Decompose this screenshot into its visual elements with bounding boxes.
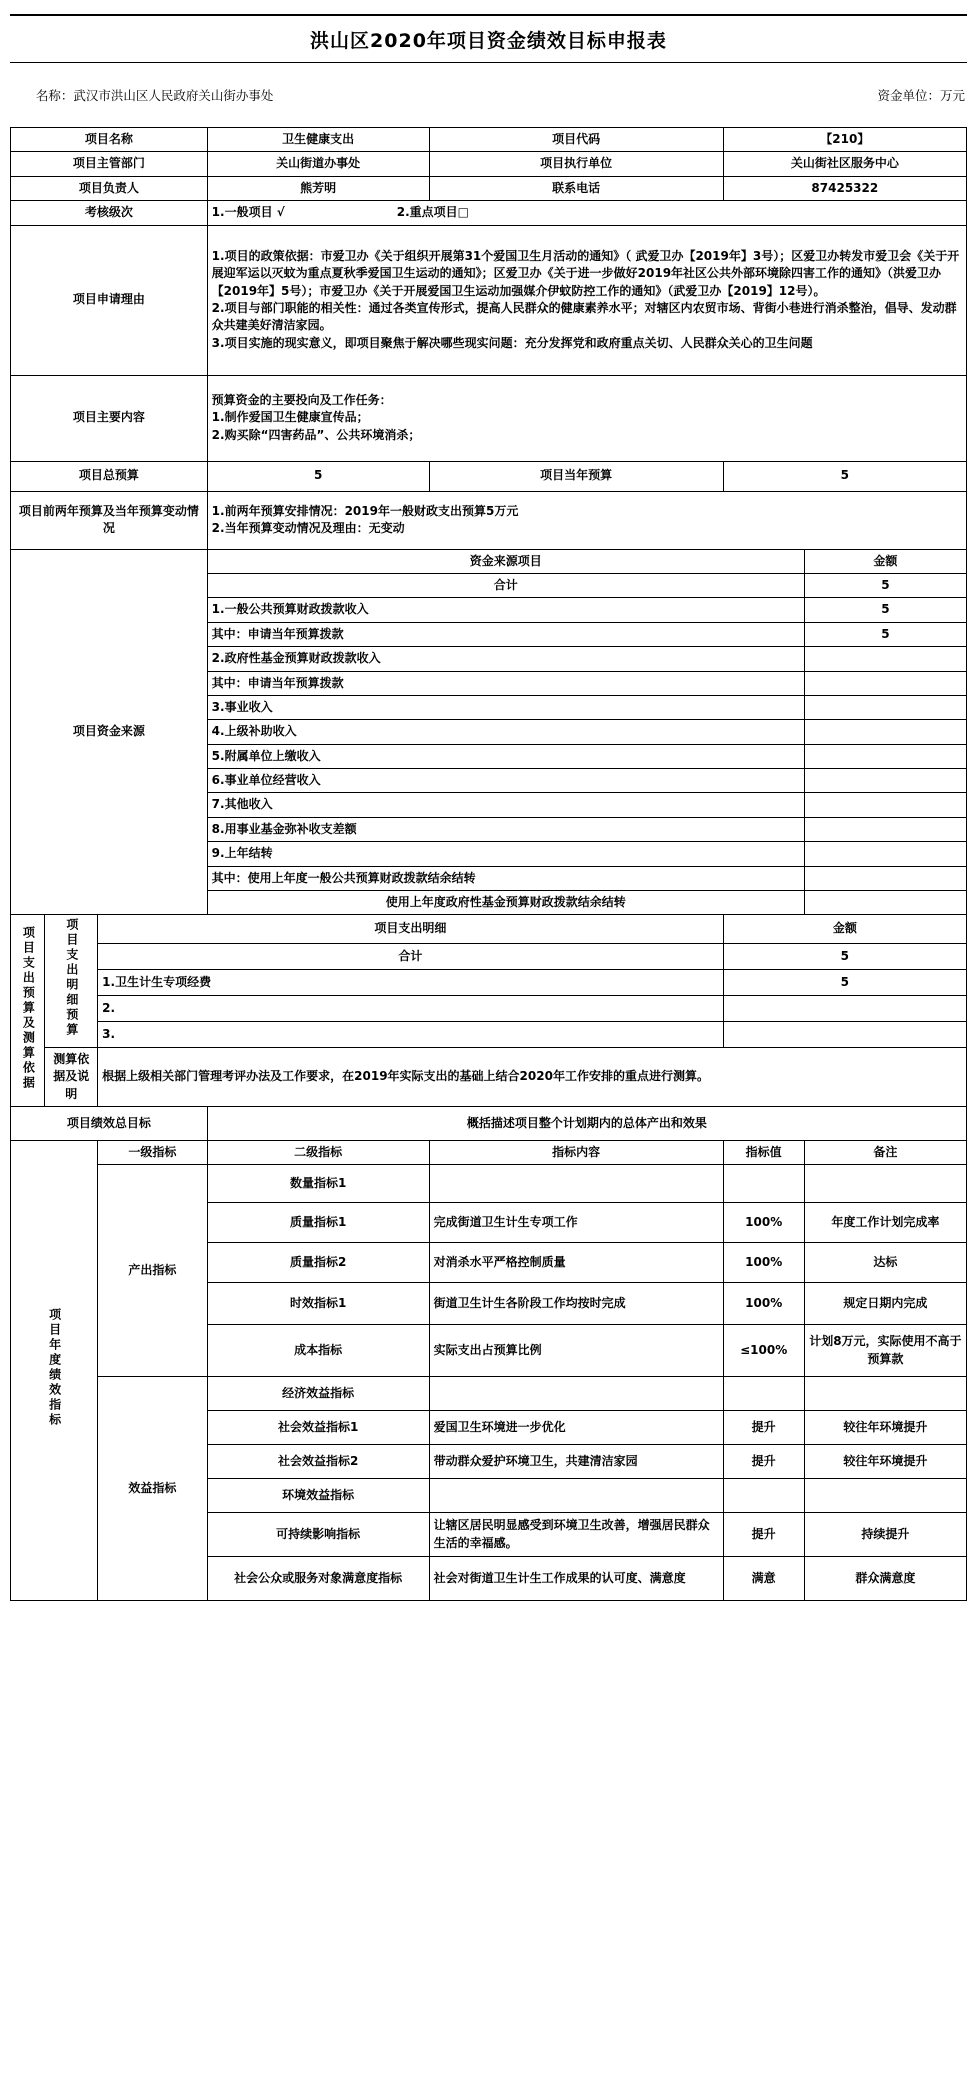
indicator-level2: 社会效益指标2 bbox=[207, 1445, 429, 1479]
funding-amount bbox=[804, 720, 966, 744]
phone-value: 87425322 bbox=[723, 176, 966, 200]
expenditure-item: 2. bbox=[98, 995, 723, 1021]
indicator-remark bbox=[804, 1377, 966, 1411]
indicator-value: 100% bbox=[723, 1243, 804, 1283]
level-option-key[interactable]: 2.重点项目□ bbox=[396, 205, 469, 220]
project-code-label: 项目代码 bbox=[429, 128, 723, 152]
total-budget-value: 5 bbox=[207, 461, 429, 491]
funding-amount: 5 bbox=[804, 573, 966, 597]
indicators-label: 项目年度绩效指标 bbox=[11, 1140, 98, 1600]
dept-value: 关山街道办事处 bbox=[207, 152, 429, 176]
indicator-level2: 质量指标2 bbox=[207, 1243, 429, 1283]
expenditure-amount: 5 bbox=[723, 969, 966, 995]
indicator-level2: 质量指标1 bbox=[207, 1203, 429, 1243]
indicator-level2: 成本指标 bbox=[207, 1325, 429, 1377]
expenditure-item: 3. bbox=[98, 1021, 723, 1047]
funding-amount bbox=[804, 891, 966, 915]
indicator-remark: 持续提升 bbox=[804, 1513, 966, 1557]
indicator-content: 爱国卫生环境进一步优化 bbox=[429, 1411, 723, 1445]
funding-amount bbox=[804, 671, 966, 695]
indicator-remark: 达标 bbox=[804, 1243, 966, 1283]
unit-name-value: 武汉市洪山区人民政府关山街办事处 bbox=[73, 88, 274, 103]
level-options bbox=[207, 201, 966, 225]
level-label: 考核级次 bbox=[11, 201, 208, 225]
table-row bbox=[11, 1140, 967, 1164]
title-band bbox=[10, 14, 967, 63]
table-row bbox=[11, 201, 967, 225]
table-row bbox=[11, 225, 967, 375]
indicator-remark: 规定日期内完成 bbox=[804, 1283, 966, 1325]
dept-label: 项目主管部门 bbox=[11, 152, 208, 176]
funding-item: 5.附属单位上缴收入 bbox=[207, 744, 804, 768]
indicator-level2: 环境效益指标 bbox=[207, 1479, 429, 1513]
indicator-remark: 较往年环境提升 bbox=[804, 1411, 966, 1445]
funding-item: 其中：申请当年预算拨款 bbox=[207, 622, 804, 646]
exec-unit-label: 项目执行单位 bbox=[429, 152, 723, 176]
table-row bbox=[11, 491, 967, 549]
funding-amount bbox=[804, 695, 966, 719]
phone-label: 联系电话 bbox=[429, 176, 723, 200]
indicator-remark: 群众满意度 bbox=[804, 1557, 966, 1601]
indicator-value: 满意 bbox=[723, 1557, 804, 1601]
exec-unit-value: 关山街社区服务中心 bbox=[723, 152, 966, 176]
current-budget-label: 项目当年预算 bbox=[429, 461, 723, 491]
indicator-header-remark: 备注 bbox=[804, 1140, 966, 1164]
content-line-3: 2.购买除“四害药品”、公共环境消杀； bbox=[211, 427, 421, 442]
expenditure-outer-label: 项目支出预算及测算依据 bbox=[11, 915, 45, 1107]
funding-item: 2.政府性基金预算财政拨款收入 bbox=[207, 647, 804, 671]
content-line-2: 1.制作爱国卫生健康宣传品； bbox=[211, 410, 369, 425]
funding-label: 项目资金来源 bbox=[11, 549, 208, 915]
expenditure-item: 合计 bbox=[98, 943, 723, 969]
indicator-level2: 经济效益指标 bbox=[207, 1377, 429, 1411]
indicator-content: 完成街道卫生计生专项工作 bbox=[429, 1203, 723, 1243]
funding-item: 8.用事业基金弥补收支差额 bbox=[207, 817, 804, 841]
content-label: 项目主要内容 bbox=[11, 375, 208, 461]
table-row bbox=[11, 1021, 967, 1047]
funding-amount bbox=[804, 647, 966, 671]
content-line-1: 预算资金的主要投向及工作任务： bbox=[211, 392, 392, 407]
funding-item: 其中：申请当年预算拨款 bbox=[207, 671, 804, 695]
indicator-value bbox=[723, 1377, 804, 1411]
indicator-group-benefit: 效益指标 bbox=[98, 1377, 208, 1601]
funding-item: 7.其他收入 bbox=[207, 793, 804, 817]
indicator-level2: 数量指标1 bbox=[207, 1165, 429, 1203]
indicator-level2: 社会效益指标1 bbox=[207, 1411, 429, 1445]
funding-amount: 5 bbox=[804, 598, 966, 622]
indicator-group-output: 产出指标 bbox=[98, 1165, 208, 1377]
level-option-general[interactable]: 1.一般项目 √ bbox=[211, 205, 285, 220]
indicator-value: ≤100% bbox=[723, 1325, 804, 1377]
funding-amount bbox=[804, 817, 966, 841]
reason-label: 项目申请理由 bbox=[11, 225, 208, 375]
table-row bbox=[11, 549, 967, 573]
table-row bbox=[11, 1165, 967, 1203]
indicator-header-level1: 一级指标 bbox=[98, 1140, 208, 1164]
history-body bbox=[207, 491, 966, 549]
funding-amount bbox=[804, 842, 966, 866]
basis-label: 测算依据及说明 bbox=[45, 1047, 98, 1106]
indicator-header-content: 指标内容 bbox=[429, 1140, 723, 1164]
funding-item: 1.一般公共预算财政拨款收入 bbox=[207, 598, 804, 622]
expenditure-col-amount: 金额 bbox=[723, 915, 966, 943]
indicator-header-level2: 二级指标 bbox=[207, 1140, 429, 1164]
project-code-value: 【210】 bbox=[723, 128, 966, 152]
declaration-table bbox=[10, 127, 967, 1601]
indicator-value: 100% bbox=[723, 1283, 804, 1325]
currency-note: 资金单位：万元 bbox=[877, 88, 965, 103]
expenditure-item: 1.卫生计生专项经费 bbox=[98, 969, 723, 995]
owner-label: 项目负责人 bbox=[11, 176, 208, 200]
total-budget-label: 项目总预算 bbox=[11, 461, 208, 491]
overall-goal-text: 概括描述项目整个计划期内的总体产出和效果 bbox=[207, 1106, 966, 1140]
overall-goal-label: 项目绩效总目标 bbox=[11, 1106, 208, 1140]
indicator-value bbox=[723, 1165, 804, 1203]
funding-amount bbox=[804, 793, 966, 817]
table-row bbox=[11, 943, 967, 969]
table-row bbox=[11, 1047, 967, 1106]
reason-line-2: 2.项目与部门职能的相关性：通过各类宣传形式，提高人民群众的健康素养水平；对辖区内农贸市场、背街小巷进行消杀整治，倡导、发动群众共建美好清洁家园。 bbox=[211, 301, 957, 333]
table-row bbox=[11, 995, 967, 1021]
table-row bbox=[11, 1106, 967, 1140]
expenditure-col-item: 项目支出明细 bbox=[98, 915, 723, 943]
content-body bbox=[207, 375, 966, 461]
funding-item: 3.事业收入 bbox=[207, 695, 804, 719]
funding-item: 9.上年结转 bbox=[207, 842, 804, 866]
reason-line-1: 1.项目的政策依据：市爱卫办《关于组织开展第31个爱国卫生月活动的通知》（ 武爱卫办【2019年】3号）；区爱卫办转发市爱卫会《关于开展迎军运以灭蚊为重点夏秋季爱国卫生运动的通知》；区爱卫办《关于进一步做好2019年社区公共外部环境除四害工作的通知》（洪爱卫办【2019年】5号）；市爱卫办《关于开展爱国卫生运动加强媒介伊蚊防控工作的通知》（武爱卫办【2019】12号）。 bbox=[211, 248, 960, 298]
funding-amount: 5 bbox=[804, 622, 966, 646]
table-row bbox=[11, 969, 967, 995]
indicator-level2: 社会公众或服务对象满意度指标 bbox=[207, 1557, 429, 1601]
table-row bbox=[11, 375, 967, 461]
funding-item: 合计 bbox=[207, 573, 804, 597]
funding-amount bbox=[804, 744, 966, 768]
indicator-value: 提升 bbox=[723, 1411, 804, 1445]
indicator-content: 实际支出占预算比例 bbox=[429, 1325, 723, 1377]
indicator-remark bbox=[804, 1479, 966, 1513]
indicator-value bbox=[723, 1479, 804, 1513]
indicator-value: 提升 bbox=[723, 1513, 804, 1557]
funding-amount bbox=[804, 769, 966, 793]
table-row bbox=[11, 128, 967, 152]
table-row bbox=[11, 1377, 967, 1411]
indicator-level2: 可持续影响指标 bbox=[207, 1513, 429, 1557]
expenditure-amount: 5 bbox=[723, 943, 966, 969]
current-budget-value: 5 bbox=[723, 461, 966, 491]
indicator-content: 对消杀水平严格控制质量 bbox=[429, 1243, 723, 1283]
table-row bbox=[11, 176, 967, 200]
funding-item: 其中：使用上年度一般公共预算财政拨款结余结转 bbox=[207, 866, 804, 890]
indicator-level2: 时效指标1 bbox=[207, 1283, 429, 1325]
funding-item: 使用上年度政府性基金预算财政拨款结余结转 bbox=[207, 891, 804, 915]
expenditure-amount bbox=[723, 1021, 966, 1047]
project-name-value: 卫生健康支出 bbox=[207, 128, 429, 152]
expenditure-inner-label: 项目支出明细预算 bbox=[45, 915, 98, 1047]
indicator-content bbox=[429, 1377, 723, 1411]
project-name-label: 项目名称 bbox=[11, 128, 208, 152]
indicator-value: 100% bbox=[723, 1203, 804, 1243]
indicator-remark bbox=[804, 1165, 966, 1203]
indicator-content bbox=[429, 1165, 723, 1203]
history-line-1: 1.前两年预算安排情况：2019年一般财政支出预算5万元 bbox=[211, 503, 519, 518]
funding-col-amount: 金额 bbox=[804, 549, 966, 573]
indicator-header-value: 指标值 bbox=[723, 1140, 804, 1164]
form-page bbox=[0, 14, 977, 2088]
unit-name-label: 名称： bbox=[35, 88, 74, 103]
funding-item: 6.事业单位经营收入 bbox=[207, 769, 804, 793]
indicator-content: 让辖区居民明显感受到环境卫生改善，增强居民群众生活的幸福感。 bbox=[429, 1513, 723, 1557]
page-title: 洪山区2020年项目资金绩效目标申报表 bbox=[310, 30, 667, 52]
indicator-content: 带动群众爱护环境卫生，共建清洁家园 bbox=[429, 1445, 723, 1479]
funding-col-item: 资金来源项目 bbox=[207, 549, 804, 573]
indicator-content: 街道卫生计生各阶段工作均按时完成 bbox=[429, 1283, 723, 1325]
funding-amount bbox=[804, 866, 966, 890]
owner-value: 熊芳明 bbox=[207, 176, 429, 200]
funding-item: 4.上级补助收入 bbox=[207, 720, 804, 744]
reason-line-3: 3.项目实施的现实意义，即项目聚焦于解决哪些现实问题：充分发挥党和政府重点关切、人民群众关心的卫生问题 bbox=[211, 335, 813, 350]
indicator-remark: 计划8万元，实际使用不高于预算款 bbox=[804, 1325, 966, 1377]
table-row bbox=[11, 152, 967, 176]
expenditure-amount bbox=[723, 995, 966, 1021]
meta-row bbox=[10, 63, 967, 127]
reason-body bbox=[207, 225, 966, 375]
indicator-content bbox=[429, 1479, 723, 1513]
indicator-remark: 年度工作计划完成率 bbox=[804, 1203, 966, 1243]
basis-text: 根据上级相关部门管理考评办法及工作要求，在2019年实际支出的基础上结合2020年工作安排的重点进行测算。 bbox=[98, 1047, 967, 1106]
history-label: 项目前两年预算及当年预算变动情况 bbox=[11, 491, 208, 549]
indicator-value: 提升 bbox=[723, 1445, 804, 1479]
table-row bbox=[11, 915, 967, 943]
unit-name bbox=[12, 71, 273, 119]
table-row bbox=[11, 461, 967, 491]
history-line-2: 2.当年预算变动情况及理由：无变动 bbox=[211, 521, 405, 536]
indicator-content: 社会对街道卫生计生工作成果的认可度、满意度 bbox=[429, 1557, 723, 1601]
indicator-remark: 较往年环境提升 bbox=[804, 1445, 966, 1479]
